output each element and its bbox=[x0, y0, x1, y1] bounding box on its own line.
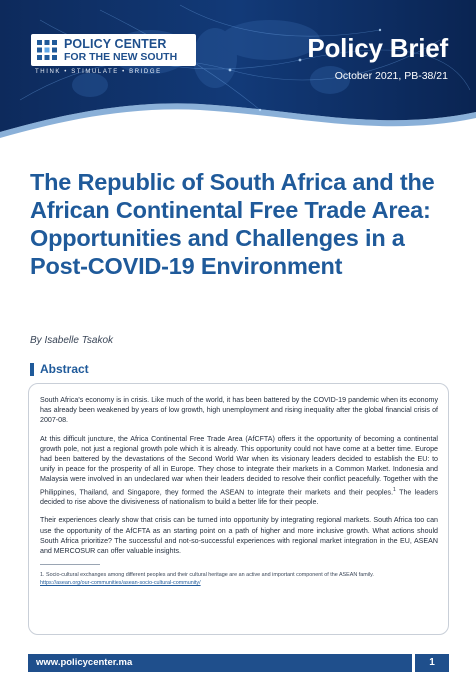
logo-mark-icon bbox=[35, 38, 59, 62]
abstract-paragraph-2-tail: The leaders decided to rise above the divisiveness of nationalism to build a better life for their people. bbox=[40, 487, 438, 507]
footnote-marker[interactable]: 1 bbox=[393, 486, 396, 493]
abstract-paragraph-3: Their experiences clearly show that crisis can be turned into opportunity by integrating regional markets. South Africa too can use the opportunity of the AfCFTA as an starting point on a path of higher and more inclusive growth. What actions should South Africa prioritize? The successful and not-so-successful experiences with regional market integration in the EU, ASEAN and MERCOSUR can offer valuable insights. bbox=[40, 516, 438, 555]
issue-date: October 2021, PB-38/21 bbox=[334, 70, 448, 82]
abstract-paragraph-2 bbox=[40, 434, 438, 508]
footnote-text: 1. Socio-cultural exchanges among different peoples and their cultural heritage are an active and important component of the ASEAN family. bbox=[40, 572, 374, 579]
policy-brief-title: Policy Brief bbox=[307, 33, 448, 63]
logo-tagline: THINK • STIMULATE • BRIDGE bbox=[35, 69, 162, 75]
logo-line-1: POLICY CENTER bbox=[64, 37, 167, 51]
abstract-paragraph-1: South Africa's economy is in crisis. Like much of the world, it has been battered by the COVID-19 pandemic when its economy has already been weakened by years of low growth, high unemployment and rising inequality after the global financial crisis of 2007-08. bbox=[40, 396, 438, 425]
page-footer bbox=[28, 654, 449, 674]
abstract-box bbox=[28, 383, 449, 635]
abstract-paragraph-2-text: At this difficult juncture, the Africa Continental Free Trade Area (AfCFTA) offers it the opportunity of becoming a continental growth pole, not just a regional growth pole which it is already. This opportunity could not have come at a better time. Europe had been battered by the devastations of the Second World War when its visionary leaders decided to establish the EU: to unify in peace for the prosperity of all in Europe. They chose to integrate their markets in a Common Market. Indonesia and Malaysia were involved in an undeclared war when their leaders decided to resolve their conflict peacefully. Together with the Philippines, Thailand, and Singapore, they formed the ASEAN to integrate their markets and their peoples. bbox=[40, 434, 438, 496]
page-number: 1 bbox=[415, 654, 449, 672]
footer-bar bbox=[28, 654, 412, 672]
abstract-label: Abstract bbox=[40, 362, 89, 376]
logo-line-2: FOR THE NEW SOUTH bbox=[64, 51, 178, 63]
footnote-divider bbox=[40, 564, 100, 565]
author-byline: By Isabelle Tsakok bbox=[30, 335, 114, 346]
policy-center-logo[interactable] bbox=[31, 34, 196, 76]
abstract-accent-bar bbox=[30, 363, 34, 376]
footer-website-link[interactable]: www.policycenter.ma bbox=[36, 657, 133, 668]
footnote-link[interactable]: https://asean.org/our-communities/asean-socio-cultural-community/ bbox=[40, 580, 201, 587]
document-title: The Republic of South Africa and the African Continental Free Trade Area: Opportunities and Challenges in a Post-COVID-19 Environment bbox=[30, 169, 435, 279]
header-banner bbox=[0, 0, 476, 140]
